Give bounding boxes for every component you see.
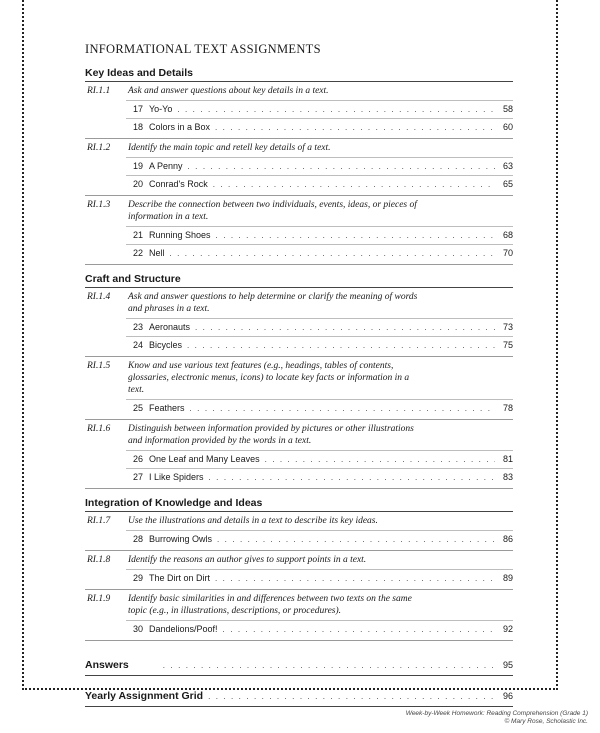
entry-page: 78 [502,403,513,413]
standard-ri-1-4 [85,288,513,357]
yearly-grid-entry[interactable] [85,686,513,707]
section-integration [85,496,513,641]
entry-page: 75 [502,340,513,350]
toc-entry[interactable] [126,569,513,587]
entry-page: 92 [502,624,513,634]
entry-page: 83 [502,472,513,482]
dot-leader [208,687,495,707]
entry-page: 89 [502,573,513,583]
toc-entry[interactable] [126,244,513,262]
standard-description: Ask and answer questions to help determine or clarify the meaning of words and phrases in a text. [128,292,418,314]
standard-description: Ask and answer questions about key details in a text. [128,86,329,96]
entry-title: Running Shoes [149,230,211,240]
entry-title: Yo-Yo [149,104,173,114]
dot-leader [215,119,495,136]
footer-copyright: © Mary Rose, Scholastic Inc. [504,718,588,725]
entry-number: 24 [132,340,143,350]
standard-description: Describe the connection between two individuals, events, ideas, or pieces of information in a text. [128,200,417,222]
standard-description: Identify the reasons an author gives to support points in a text. [128,555,367,565]
standard-description: Know and use various text features (e.g., headings, tables of contents, glossaries, electronic menus, icons) to locate key facts or information in a text. [128,361,410,395]
entry-number: 17 [132,104,143,114]
entry-title: Nell [149,248,165,258]
standard-code: RI.1.9 [87,594,111,604]
entry-number: 18 [132,122,143,132]
entry-page: 60 [502,122,513,132]
dot-leader [177,101,495,118]
entry-number: 26 [132,454,143,464]
standard-ri-1-7 [85,512,513,551]
section-key-ideas [85,66,513,265]
standard-code: RI.1.7 [87,516,111,526]
dot-leader [216,227,495,244]
toc-entry[interactable] [126,450,513,468]
dot-leader [223,621,495,638]
footer-credit [406,710,588,726]
section-heading: Integration of Knowledge and Ideas [85,496,513,512]
dot-leader [190,400,495,417]
entry-title: The Dirt on Dirt [149,573,211,583]
entry-number: 29 [132,573,143,583]
standard-code: RI.1.8 [87,555,111,565]
standard-code: RI.1.5 [87,361,111,371]
footer-book-title: Week-by-Week Homework: Reading Comprehension (Grade 1) [405,710,588,717]
entry-title: Aeronauts [149,322,191,332]
dot-leader [195,319,495,336]
entry-number: 30 [132,624,143,634]
toc-entry[interactable] [126,157,513,175]
standard-code: RI.1.2 [87,143,111,153]
entry-page: 58 [502,104,513,114]
entry-page: 70 [502,248,513,258]
entry-number: 23 [132,322,143,332]
entry-page: 68 [502,230,513,240]
entry-title: I Like Spiders [149,472,204,482]
entry-title: Dandelions/Poof! [149,624,218,634]
yearly-grid-page: 96 [502,691,513,701]
entry-title: Bicycles [149,340,183,350]
dot-leader [215,570,495,587]
page-title: INFORMATIONAL TEXT ASSIGNMENTS [85,42,321,56]
yearly-grid-label: Yearly Assignment Grid [85,690,204,702]
toc-entry[interactable] [126,468,513,486]
entry-number: 19 [132,161,143,171]
entry-title: One Leaf and Many Leaves [149,454,260,464]
toc-entry[interactable] [126,100,513,118]
entry-title: Conrad's Rock [149,179,208,189]
standard-description: Distinguish between information provided by pictures or other illustrations and information provided by the words in a text. [128,424,414,446]
entry-title: Feathers [149,403,185,413]
answers-page: 95 [502,660,513,670]
entry-number: 28 [132,534,143,544]
dot-leader [163,656,495,676]
entry-page: 73 [502,322,513,332]
standard-code: RI.1.1 [87,86,111,96]
standard-ri-1-1 [85,82,513,139]
dot-leader [213,176,495,193]
dot-leader [217,531,495,548]
entry-number: 25 [132,403,143,413]
toc-entry[interactable] [126,620,513,638]
standard-code: RI.1.4 [87,292,111,302]
entry-number: 22 [132,248,143,258]
entry-page: 63 [502,161,513,171]
standard-ri-1-6 [85,420,513,489]
toc-entry[interactable] [126,530,513,548]
standard-ri-1-2 [85,139,513,196]
standard-ri-1-8 [85,551,513,590]
table-of-contents [85,40,513,707]
section-heading: Craft and Structure [85,272,513,288]
standard-code: RI.1.6 [87,424,111,434]
standard-description: Identify the main topic and retell key details of a text. [128,143,331,153]
toc-entry[interactable] [126,118,513,136]
dot-leader [170,245,495,262]
toc-entry[interactable] [126,318,513,336]
entry-number: 27 [132,472,143,482]
entry-number: 21 [132,230,143,240]
standard-ri-1-9 [85,590,513,641]
answers-entry[interactable] [85,655,513,676]
answers-label: Answers [85,659,129,671]
dot-leader [265,451,495,468]
standard-description: Use the illustrations and details in a text to describe its key ideas. [128,516,378,526]
dot-leader [209,469,495,486]
dot-leader [187,337,495,354]
dot-leader [188,158,495,175]
toc-entry[interactable] [126,175,513,193]
toc-entry[interactable] [126,336,513,354]
entry-page: 86 [502,534,513,544]
toc-entry[interactable] [126,226,513,244]
entry-number: 20 [132,179,143,189]
standard-description: Identify basic similarities in and differences between two texts on the same topic (e.g., in illustrations, descriptions, or procedures). [128,594,412,616]
standard-ri-1-3 [85,196,513,265]
standard-code: RI.1.3 [87,200,111,210]
entry-title: Burrowing Owls [149,534,213,544]
entry-page: 81 [502,454,513,464]
entry-title: A Penny [149,161,183,171]
toc-entry[interactable] [126,399,513,417]
standard-ri-1-5 [85,357,513,420]
section-heading: Key Ideas and Details [85,66,513,82]
entry-page: 65 [502,179,513,189]
entry-title: Colors in a Box [149,122,211,132]
section-craft-and-structure [85,272,513,489]
